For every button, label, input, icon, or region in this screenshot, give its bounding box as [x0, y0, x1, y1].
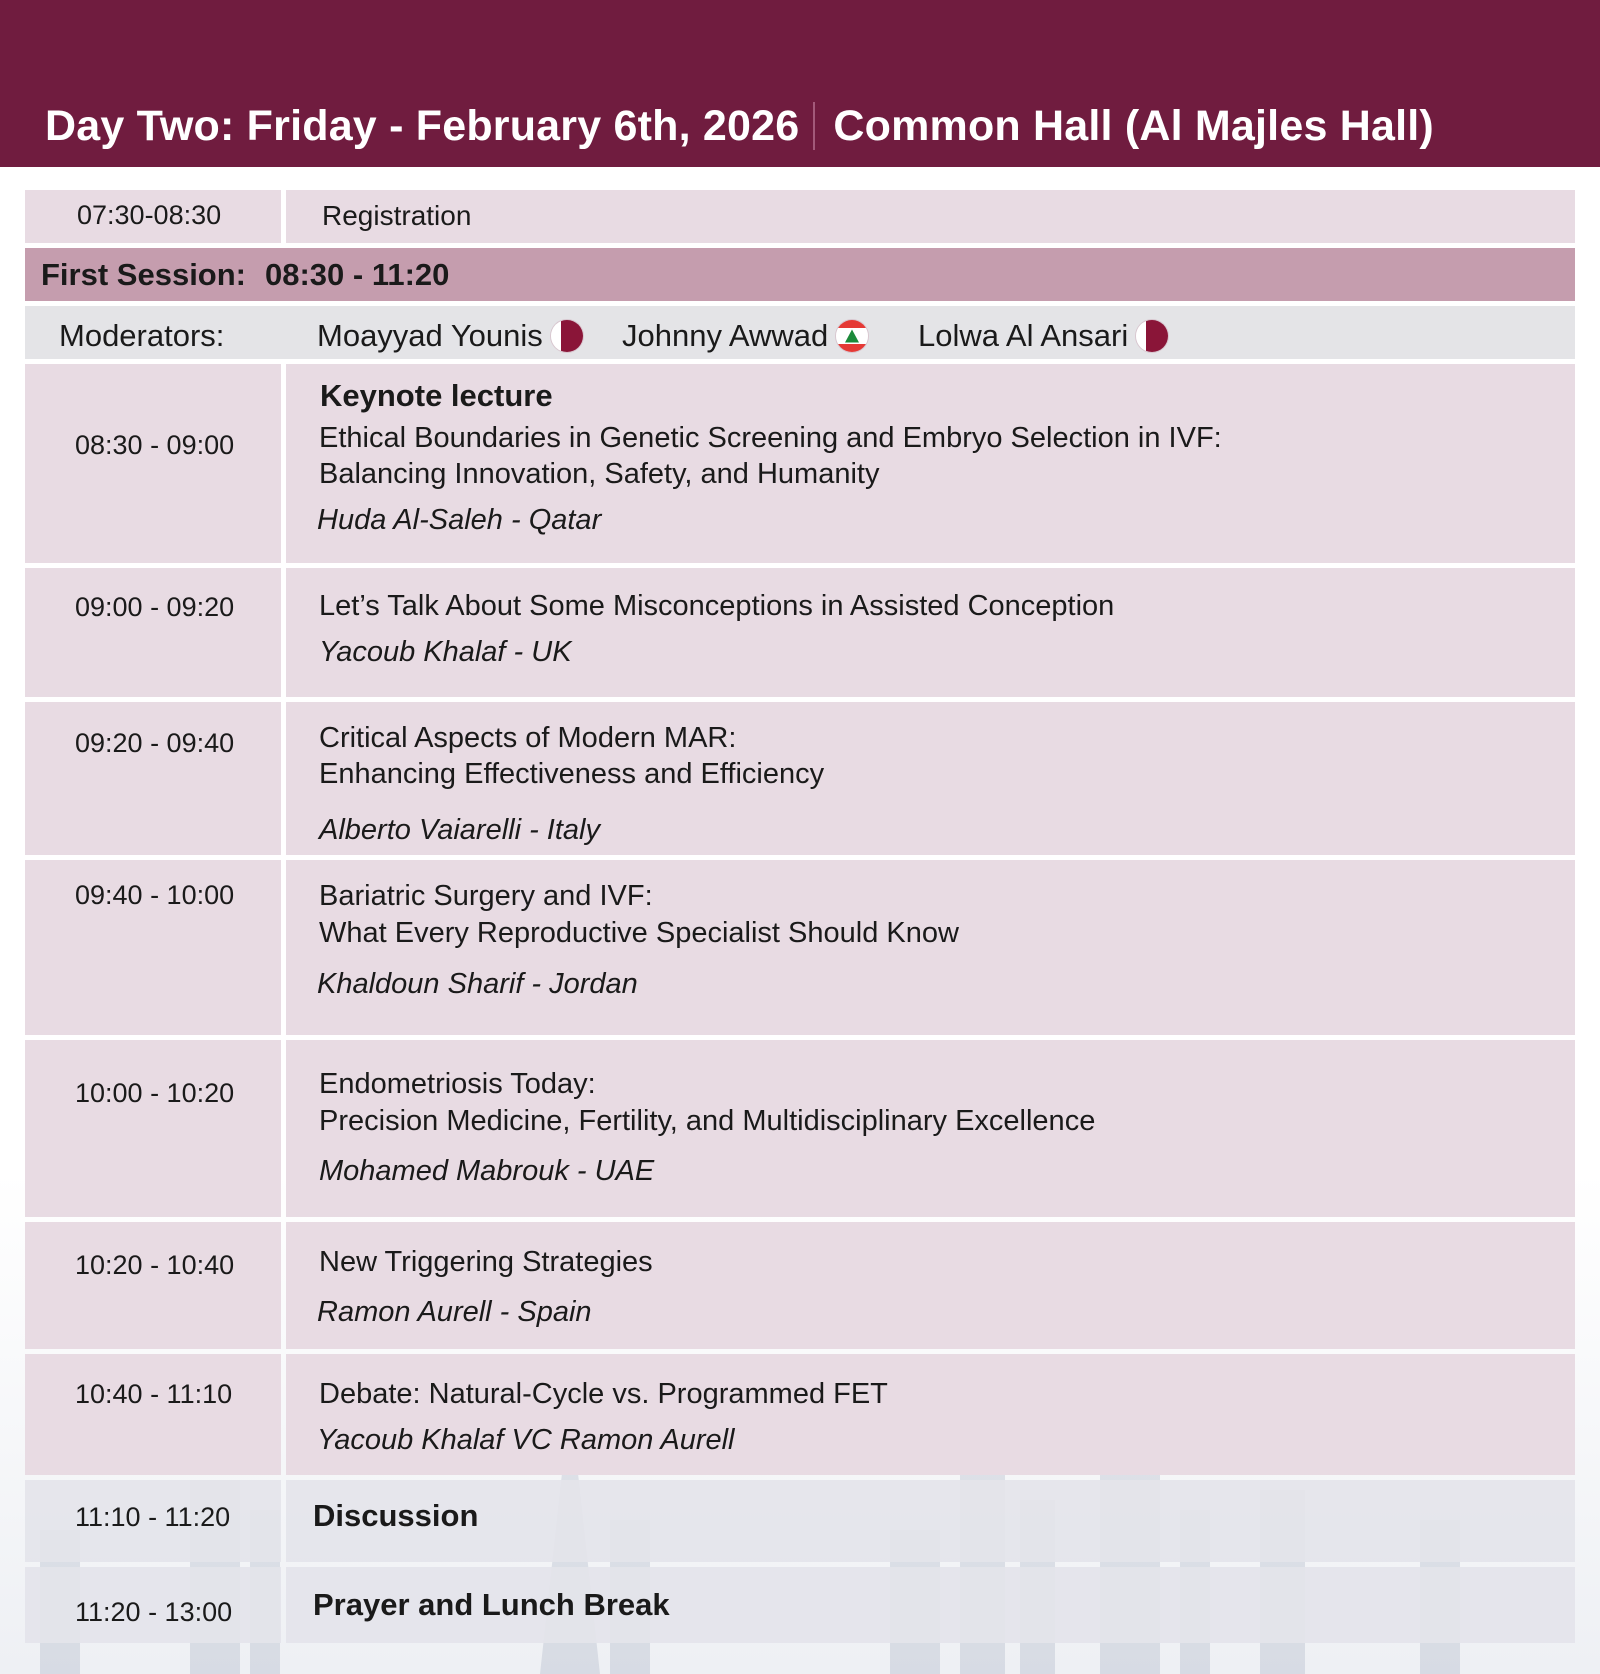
talk-title: Let’s Talk About Some Misconceptions in Assisted Conception: [319, 590, 1115, 622]
session-time: 08:30 - 11:20: [265, 257, 450, 292]
content-cell: [286, 568, 1575, 697]
moderator-name: Moayyad Younis: [317, 318, 543, 353]
talk-speaker: Yacoub Khalaf VC Ramon Aurell: [317, 1424, 735, 1456]
talk-title: Critical Aspects of Modern MAR:: [319, 722, 737, 754]
moderator: [317, 318, 583, 354]
talk-time: 08:30 - 09:00: [75, 430, 235, 460]
talk-title: Endometriosis Today:: [319, 1068, 596, 1100]
break-label: Prayer and Lunch Break: [313, 1587, 670, 1622]
header-day: Day Two: Friday - February 6th, 2026: [45, 101, 800, 150]
content-cell: [286, 1567, 1575, 1643]
header-title: [45, 96, 1434, 156]
discussion-row: [25, 1480, 1575, 1562]
session-header: [25, 248, 1575, 301]
time-cell: [25, 190, 281, 243]
moderator-name: Lolwa Al Ansari: [918, 318, 1129, 353]
talk-title: Ethical Boundaries in Genetic Screening and Embryo Selection in IVF:: [319, 422, 1222, 454]
time-cell: [25, 702, 281, 855]
session-label: First Session:: [41, 257, 246, 292]
header-divider: [813, 102, 815, 150]
moderator: [622, 318, 868, 354]
talk-time: 10:20 - 10:40: [75, 1250, 235, 1280]
content-cell: [286, 1040, 1575, 1217]
time-cell: [25, 860, 281, 1035]
discussion-time: 11:10 - 11:20: [75, 1502, 231, 1532]
talk-title-line2: What Every Reproductive Specialist Should Know: [319, 917, 959, 949]
talk-title: New Triggering Strategies: [319, 1246, 653, 1278]
moderators-row: [25, 306, 1575, 359]
talk-time: 10:00 - 10:20: [75, 1078, 235, 1108]
talk-row: [25, 702, 1575, 855]
qatar-flag-icon: [551, 320, 583, 352]
talk-title: Bariatric Surgery and IVF:: [319, 880, 653, 912]
talk-row: [25, 568, 1575, 697]
break-time: 11:20 - 13:00: [75, 1597, 233, 1627]
cedar-icon: [845, 330, 859, 343]
content-cell: [286, 190, 1575, 243]
talk-title-line2: Enhancing Effectiveness and Efficiency: [319, 758, 825, 790]
talk-time: 09:40 - 10:00: [75, 880, 235, 910]
discussion-label: Discussion: [313, 1498, 479, 1533]
time-cell: [25, 1222, 281, 1349]
talk-speaker: Yacoub Khalaf - UK: [319, 636, 572, 668]
break-row: [25, 1567, 1575, 1643]
moderator-name: Johnny Awwad: [622, 318, 829, 353]
content-cell: [286, 702, 1575, 855]
header-hall: Common Hall (Al Majles Hall): [833, 101, 1434, 150]
page-header: [0, 0, 1600, 167]
time-cell: [25, 568, 281, 697]
talk-row-keynote: [25, 364, 1575, 563]
talk-time: 09:20 - 09:40: [75, 728, 235, 758]
talk-title-line2: Precision Medicine, Fertility, and Multidisciplinary Excellence: [319, 1105, 1096, 1137]
talk-speaker: Huda Al-Saleh - Qatar: [317, 504, 602, 536]
registration-time: 07:30-08:30: [77, 200, 222, 230]
talk-title-line2: Balancing Innovation, Safety, and Humanity: [319, 458, 880, 490]
talk-title: Debate: Natural-Cycle vs. Programmed FET: [319, 1378, 888, 1410]
registration-label: Registration: [322, 200, 472, 231]
time-cell: [25, 1040, 281, 1217]
time-cell: [25, 364, 281, 563]
time-cell: [25, 1567, 281, 1643]
talk-speaker: Alberto Vaiarelli - Italy: [319, 814, 600, 846]
talk-speaker: Khaldoun Sharif - Jordan: [317, 968, 638, 1000]
talk-time: 09:00 - 09:20: [75, 592, 235, 622]
moderators-label: Moderators:: [59, 318, 225, 353]
content-cell: [286, 1222, 1575, 1349]
time-cell: [25, 1354, 281, 1475]
talk-time: 10:40 - 11:10: [75, 1379, 233, 1409]
talk-row: [25, 1222, 1575, 1349]
talk-speaker: Mohamed Mabrouk - UAE: [319, 1155, 655, 1187]
lebanon-flag-icon: [836, 320, 868, 352]
talk-row: [25, 1354, 1575, 1475]
qatar-flag-icon: [1136, 320, 1168, 352]
talk-row: [25, 860, 1575, 1035]
moderator: [918, 318, 1168, 354]
talk-row: [25, 1040, 1575, 1217]
talk-speaker: Ramon Aurell - Spain: [317, 1296, 592, 1328]
content-cell: [286, 860, 1575, 1035]
registration-row: [25, 190, 1575, 243]
content-cell: [286, 1480, 1575, 1562]
content-cell: [286, 364, 1575, 563]
content-cell: [286, 1354, 1575, 1475]
keynote-heading: Keynote lecture: [320, 378, 553, 413]
time-cell: [25, 1480, 281, 1562]
